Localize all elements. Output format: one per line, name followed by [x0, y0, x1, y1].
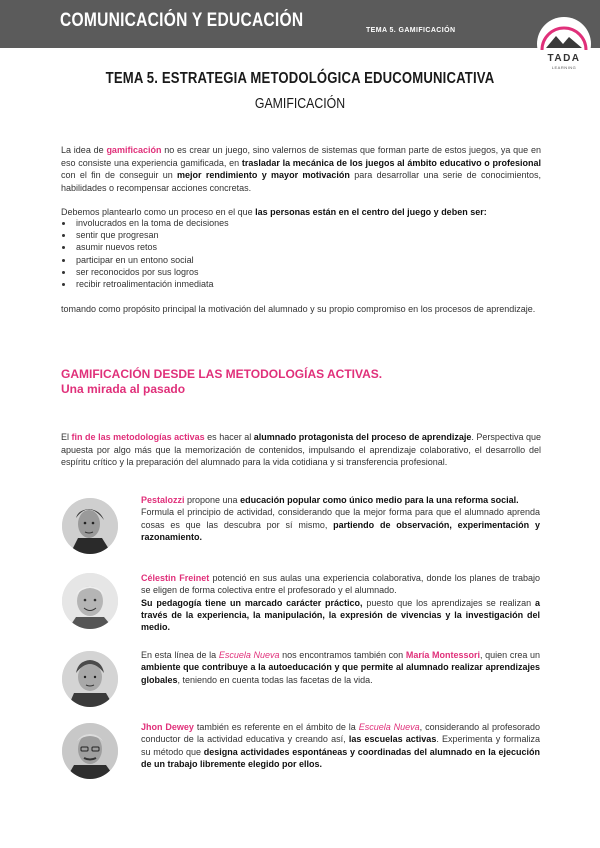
logo-subtext: LEARNING [551, 65, 577, 70]
montessori-portrait [62, 651, 118, 707]
freinet-portrait [62, 573, 118, 629]
dewey-portrait [62, 723, 118, 779]
list-item: • ser reconocidos por sus logros [74, 266, 229, 278]
page-title: TEMA 5. ESTRATEGIA METODOLÓGICA EDUCOMUNICATIVA [105, 70, 495, 87]
page-subtitle: GAMIFICACIÓN [254, 95, 346, 112]
active-methodologies-paragraph: El fin de las metodologías activas es hacer al alumnado protagonista del proceso de aprendizaje. Perspectiva que apuesta por algo más que la memorización de contenidos, impulsando el aprendizaje colaborativo, el desarrollo del espíritu crítico y la preparación del alumnado para la vida cotidiana y si transferencia profesional. [61, 432, 541, 467]
section-heading-line2: Una mirada al pasado [61, 382, 186, 396]
pestalozzi-portrait [62, 498, 118, 554]
closing-paragraph: tomando como propósito principal la motivación del alumnado y su propio compromiso en los procesos de aprendizaje. [61, 304, 536, 314]
section-heading [61, 367, 382, 397]
freinet-bio: Célestin Freinet potenció en sus aulas una experiencia colaborativa, donde los planes de trabajo se eligen de forma colectiva entre el profesorado y el alumnado. Su pedagogía tiene un marcado carácter práctico, puesto que los aprendizajes se realizan a través de la experiencia, la manipulación, la expresión de vivencias y la investigación del medio. [141, 573, 540, 633]
requirements-list [61, 217, 229, 290]
section-heading-line1: GAMIFICACIÓN DESDE LAS METODOLOGÍAS ACTIVAS. [61, 367, 383, 381]
pestalozzi-bio: Pestalozzi propone una educación popular como único medio para la una reforma social. Formula el principio de actividad, considerando que la mejor forma para que el alumnado aprenda cosas es que las descubra por sí mismo, partiendo de observación, experimentación y razonamiento. [141, 495, 540, 542]
list-item: • recibir retroalimentación inmediata [74, 278, 229, 290]
montessori-bio: En esta línea de la Escuela Nueva nos encontramos también con María Montessori, quien crea un ambiente que contribuye a la autoeducación y que permite al alumnado realizar aprendizajes globales, teniendo en cuenta todas las facetas de la vida. [141, 650, 540, 685]
list-item: • asumir nuevos retos [74, 241, 229, 253]
list-item: • involucrados en la toma de decisiones [74, 217, 229, 229]
header-bar [0, 0, 600, 48]
logo-text: TADA [547, 53, 581, 64]
list-item: • sentir que progresan [74, 229, 229, 241]
list-item: • participar en un entono social [74, 254, 229, 266]
tada-learning-logo [536, 16, 592, 72]
dewey-bio: Jhon Dewey también es referente en el ámbito de la Escuela Nueva, considerando al profesorado conductor de la actividad educativa y creando así, las escuelas activas. Experimenta y formaliza su método que designa actividades espontáneas y coordinadas del alumnado en la ejecución de un trabajo libremente elegido por ellos. [141, 722, 541, 769]
intro-paragraph: La idea de gamificación no es crear un juego, sino valernos de sistemas que forman parte de estos juegos, ya que en eso consiste una experiencia gamificada, en trasladar la mecánica de los juegos al ámbito educativo o profesional con el fin de conseguir un mejor rendimiento y mayor motivación para desarrollar una serie de conocimientos, habilidades o recompensar acciones concretas. [61, 145, 542, 193]
topic-label: TEMA 5. GAMIFICACIÓN [366, 27, 456, 34]
course-title: COMUNICACIÓN Y EDUCACIÓN [60, 10, 304, 31]
plan-paragraph: Debemos plantearlo como un proceso en el que las personas están en el centro del juego y deben ser: [61, 207, 487, 217]
